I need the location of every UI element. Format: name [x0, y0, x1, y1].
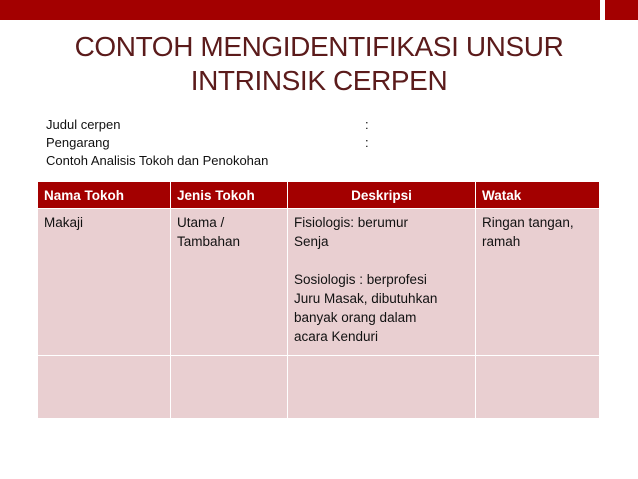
- sosiologis-line-4: acara Kenduri: [294, 329, 379, 344]
- title-line-1: CONTOH MENGIDENTIFIKASI UNSUR: [74, 31, 564, 62]
- title-line-2: INTRINSIK CERPEN: [190, 65, 448, 96]
- paragraph-gap: [294, 251, 469, 270]
- pengarang-colon: :: [365, 135, 369, 150]
- pengarang-row: [46, 134, 386, 152]
- sosiologis-line-3: banyak orang dalam: [294, 310, 417, 325]
- meta-block: [46, 116, 386, 170]
- empty-cell-jenis: [171, 356, 288, 419]
- empty-cell-deskripsi: [288, 356, 476, 419]
- judul-label: Judul cerpen: [46, 117, 121, 132]
- nama-text: Makaji: [44, 215, 84, 230]
- character-table: [37, 181, 600, 419]
- sosiologis-line-2: Juru Masak, dibutuhkan: [294, 291, 438, 306]
- jenis-line-1: Utama /: [177, 215, 225, 230]
- table-row-empty: [38, 356, 600, 419]
- header-jenis-tokoh: Jenis Tokoh: [171, 182, 288, 209]
- top-bar-accent: [600, 0, 605, 20]
- subtitle-row: [46, 152, 386, 170]
- watak-line-2: ramah: [482, 234, 521, 249]
- pengarang-label: Pengarang: [46, 135, 110, 150]
- cell-jenis: [171, 209, 288, 356]
- header-watak: Watak: [476, 182, 600, 209]
- fisiologis-line-1: Fisiologis: berumur: [294, 215, 409, 230]
- watak-line-1: Ringan tangan,: [482, 215, 574, 230]
- empty-cell-nama: [38, 356, 171, 419]
- fisiologis-line-2: Senja: [294, 234, 329, 249]
- cell-nama: [38, 209, 171, 356]
- cell-deskripsi: [288, 209, 476, 356]
- slide-title: [36, 30, 602, 98]
- cell-watak: [476, 209, 600, 356]
- jenis-line-2: Tambahan: [177, 234, 241, 249]
- header-deskripsi: Deskripsi: [288, 182, 476, 209]
- header-nama-tokoh: Nama Tokoh: [38, 182, 171, 209]
- sosiologis-line-1: Sosiologis : berprofesi: [294, 272, 427, 287]
- analysis-subtitle: Contoh Analisis Tokoh dan Penokohan: [46, 153, 269, 168]
- judul-colon: :: [365, 117, 369, 132]
- table-row: [38, 209, 600, 356]
- top-bar: [0, 0, 638, 20]
- empty-cell-watak: [476, 356, 600, 419]
- judul-row: [46, 116, 386, 134]
- table-header-row: [38, 182, 600, 209]
